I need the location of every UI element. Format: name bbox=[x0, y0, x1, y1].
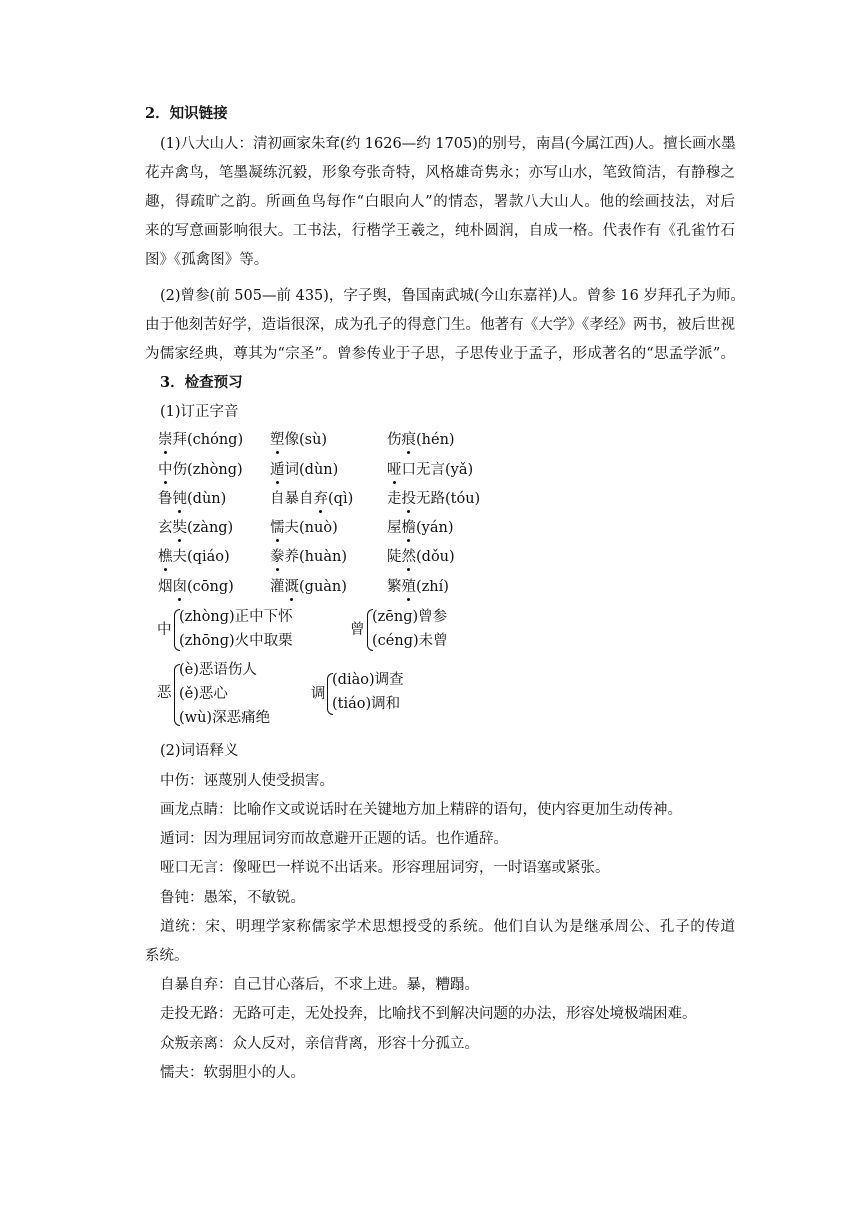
marked-char: 哑 bbox=[387, 462, 402, 478]
marked-char: 钝 bbox=[172, 491, 187, 507]
poly-char: 恶 bbox=[157, 685, 172, 701]
marked-char: 投 bbox=[401, 491, 416, 507]
entry-pinyin: (zhí) bbox=[416, 579, 449, 595]
pinyin-entry bbox=[158, 518, 233, 538]
entry-pinyin: (qì) bbox=[328, 491, 354, 507]
entry-pinyin: 无路(tóu) bbox=[416, 491, 481, 507]
marked-char: 塑 bbox=[270, 432, 285, 448]
entry-text: 鲁 bbox=[158, 491, 173, 507]
definition: 鲁钝：愚笨，不敏锐。 bbox=[160, 890, 305, 906]
marked-char: 弃 bbox=[313, 491, 328, 507]
paragraph-line: 由于他刻苦好学，造诣很深，成为孔子的得意门生。他著有《大学》《孝经》两书，被后世视 bbox=[145, 317, 735, 333]
paragraph-line: 趣，得疏旷之韵。所画鱼鸟每作“白眼向人”的情态，署款八大山人。他的绘画技法，对后 bbox=[145, 194, 735, 210]
pinyin-entry bbox=[387, 430, 455, 450]
marked-char: 囱 bbox=[172, 579, 187, 595]
definition: 遁词：因为理屈词穷而故意避开正题的话。也作遁辞。 bbox=[160, 831, 508, 847]
definition: 画龙点睛：比喻作文或说话时在关键地方加上精辟的语句，使内容更加生动传神。 bbox=[160, 802, 682, 818]
entry-text: 伤 bbox=[387, 432, 402, 448]
paragraph-line: 为儒家经典，尊其为“宗圣”。曾参传业于子思，子思传业于孟子，形成著名的“思孟学派”。 bbox=[145, 346, 735, 362]
entry-text: 走 bbox=[387, 491, 402, 507]
poly-char: 曾 bbox=[350, 622, 365, 638]
entry-pinyin: 伤(zhòng) bbox=[172, 462, 243, 478]
pinyin-entry bbox=[270, 430, 327, 450]
section-heading: 2．知识链接 bbox=[145, 105, 228, 122]
paragraph-line: (2)曾参(前 505—前 435)，字子舆，鲁国南武城(今山东嘉祥)人。曾参 16 岁拜孔子为师。 bbox=[160, 288, 745, 304]
entry-pinyin: 像(sù) bbox=[284, 432, 328, 448]
pinyin-entry bbox=[270, 460, 338, 480]
marked-char: 奘 bbox=[172, 520, 187, 536]
poly-char: 中 bbox=[157, 622, 172, 638]
entry-text: 陡 bbox=[387, 549, 402, 565]
poly-char: 调 bbox=[311, 686, 326, 702]
definition: 道统：宋、明理学家称儒家学术思想授受的系统。他们自认为是继承周公、孔子的传道 bbox=[160, 919, 735, 935]
pinyin-entry bbox=[387, 577, 449, 597]
pinyin-entry bbox=[270, 547, 347, 567]
definition: 自暴自弃：自己甘心落后，不求上进。暴，糟蹋。 bbox=[160, 977, 479, 993]
entry-pinyin: (dùn) bbox=[187, 491, 227, 507]
pinyin-entry bbox=[387, 547, 455, 567]
pinyin-entry bbox=[158, 430, 243, 450]
entry-pinyin: (hén) bbox=[416, 432, 455, 448]
entry-pinyin: 词(dùn) bbox=[284, 462, 339, 478]
poly-item: (zēnɡ)曾参 bbox=[372, 609, 448, 625]
pinyin-entry bbox=[158, 577, 234, 597]
entry-text: 屋 bbox=[387, 520, 402, 536]
entry-text: 自暴自 bbox=[270, 491, 314, 507]
marked-char: 中 bbox=[158, 462, 173, 478]
marked-char: 殖 bbox=[401, 579, 416, 595]
entry-text: 玄 bbox=[158, 520, 173, 536]
definition: 中伤：诬蔑别人使受损害。 bbox=[160, 773, 334, 789]
definition: 走投无路：无路可走，无处投奔，比喻找不到解决问题的办法，形容处境极端困难。 bbox=[160, 1006, 697, 1022]
paragraph-line: 来的写意画影响很大。工书法，行楷学王羲之，纯朴圆润，自成一格。代表作有《孔雀竹石 bbox=[145, 223, 735, 239]
marked-char: 然 bbox=[401, 549, 416, 565]
pinyin-entry bbox=[158, 460, 243, 480]
definition: 系统。 bbox=[145, 948, 189, 964]
entry-pinyin: (cōng) bbox=[187, 579, 234, 595]
pinyin-entry bbox=[387, 518, 454, 538]
pinyin-entry bbox=[270, 518, 338, 538]
definition: 哑口无言：像哑巴一样说不出话来。形容理屈词穷，一时语塞或紧张。 bbox=[160, 860, 610, 876]
pinyin-entry bbox=[270, 577, 347, 597]
pinyin-entry bbox=[387, 460, 473, 480]
poly-item: (diào)调查 bbox=[332, 672, 404, 688]
poly-item: (ě)恶心 bbox=[179, 686, 228, 702]
pinyin-entry bbox=[158, 489, 226, 509]
entry-pinyin: 夫(qiáo) bbox=[172, 549, 230, 565]
poly-item: (zhònɡ)正中下怀 bbox=[179, 609, 293, 625]
marked-char: 崇 bbox=[158, 432, 173, 448]
marked-char: 痕 bbox=[401, 432, 416, 448]
pinyin-entry bbox=[158, 547, 230, 567]
entry-pinyin: (zàng) bbox=[187, 520, 234, 536]
entry-text: 繁 bbox=[387, 579, 402, 595]
section-heading: 3．检查预习 bbox=[160, 374, 243, 391]
poly-item: (wù)深恶痛绝 bbox=[179, 710, 271, 726]
poly-item: (zhōnɡ)火中取栗 bbox=[179, 633, 293, 649]
entry-pinyin: 养(huàn) bbox=[284, 549, 347, 565]
poly-item: (tiáo)调和 bbox=[332, 696, 401, 712]
marked-char: 檐 bbox=[401, 520, 416, 536]
entry-pinyin: 夫(nuò) bbox=[284, 520, 338, 536]
subheading: (2)词语释义 bbox=[160, 743, 239, 759]
paragraph-line: 图》《孤禽图》等。 bbox=[145, 252, 269, 268]
entry-pinyin: 口无言(yǎ) bbox=[401, 462, 474, 478]
entry-text: 烟 bbox=[158, 579, 173, 595]
poly-item: (è)恶语伤人 bbox=[179, 662, 257, 678]
marked-char: 豢 bbox=[270, 549, 285, 565]
definition: 懦夫：软弱胆小的人。 bbox=[160, 1065, 305, 1081]
subheading: (1)订正字音 bbox=[160, 404, 239, 420]
entry-pinyin: (guàn) bbox=[299, 579, 347, 595]
pinyin-entry bbox=[387, 489, 480, 509]
marked-char: 遁 bbox=[270, 462, 285, 478]
definition: 众叛亲离：众人反对，亲信背离，形容十分孤立。 bbox=[160, 1036, 479, 1052]
marked-char: 懦 bbox=[270, 520, 285, 536]
paragraph-line: (1)八大山人：清初画家朱耷(约 1626—约 1705)的别号，南昌(今属江西)人。擅长画水墨 bbox=[160, 136, 736, 152]
marked-char: 樵 bbox=[158, 549, 173, 565]
entry-pinyin: (dǒu) bbox=[416, 549, 455, 565]
entry-pinyin: 拜(chóng) bbox=[172, 432, 244, 448]
entry-pinyin: (yán) bbox=[416, 520, 454, 536]
marked-char: 溉 bbox=[284, 579, 299, 595]
paragraph-line: 花卉禽鸟，笔墨凝练沉毅，形象夸张奇特，风格雄奇隽永；亦写山水，笔致简洁，有静穆之 bbox=[145, 165, 735, 181]
entry-text: 灌 bbox=[270, 579, 285, 595]
poly-item: (cénɡ)未曾 bbox=[372, 633, 448, 649]
pinyin-entry bbox=[270, 489, 353, 509]
